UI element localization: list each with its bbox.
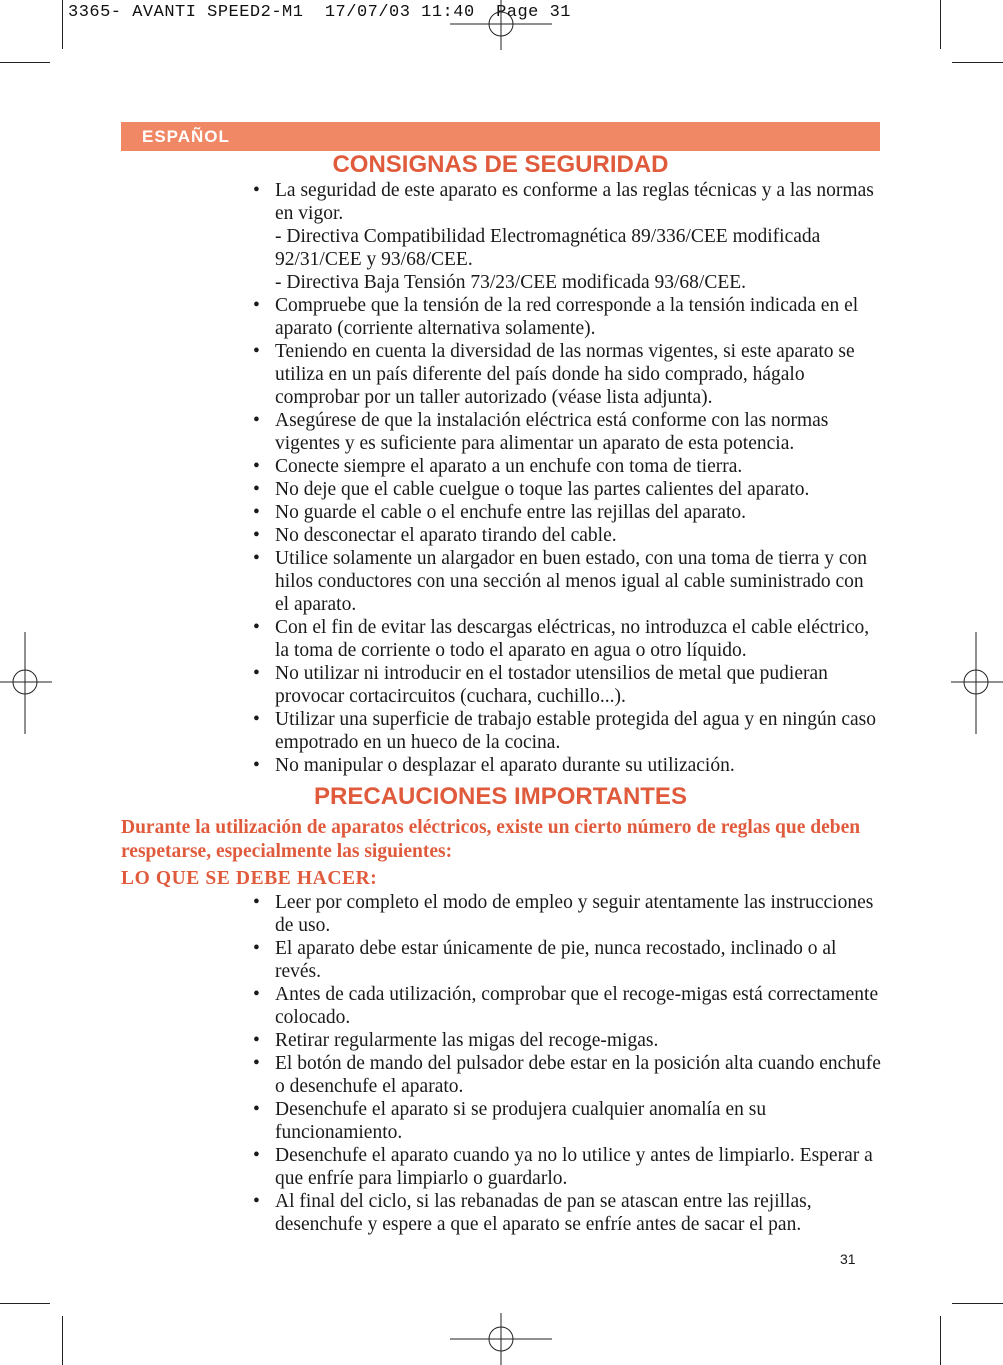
list-item: • No deje que el cable cuelgue o toque las partes calientes del aparato. (250, 478, 882, 501)
list-item: • El aparato debe estar únicamente de pie, nunca recostado, inclinado o al revés. (250, 937, 882, 983)
language-label: ESPAÑOL (142, 127, 230, 146)
directive-line: - Directiva Compatibilidad Electromagnética 89/336/CEE modificada 92/31/CEE y 93/68/CEE. (275, 226, 821, 270)
list-item: • Asegúrese de que la instalación eléctrica está conforme con las normas vigentes y es suficiente para alimentar un aparato de esta potencia. (250, 409, 882, 455)
crop-mark (940, 0, 941, 49)
crop-mark (952, 1303, 1003, 1304)
list-item: • Compruebe que la tensión de la red corresponde a la tensión indicada en el aparato (corriente alternativa solamente). (250, 294, 882, 340)
list-item: • Con el fin de evitar las descargas eléctricas, no introduzca el cable eléctrico, la toma de corriente o todo el aparato en agua o otro líquido. (250, 616, 882, 662)
list-item: • Al final del ciclo, si las rebanadas de pan se atascan entre las rejillas, desenchufe y espere a que el aparato se enfríe antes de sacar el pan. (250, 1190, 882, 1236)
crop-mark (0, 1303, 50, 1304)
list-item: • No guarde el cable o el enchufe entre las rejillas del aparato. (250, 501, 882, 524)
list-item: • Desenchufe el aparato si se produjera cualquier anomalía en su funcionamiento. (250, 1098, 882, 1144)
list-item: • La seguridad de este aparato es conforme a las reglas técnicas y a las normas en vigor. - Directiva Compatibilidad Electromagnética 89/336/CEE modificada 92/31/CEE y 93/68/CEE. - Directiva Baja Tensión 73/23/CEE modificada 93/68/CEE. (250, 179, 882, 294)
printer-slug: 3365- AVANTI SPEED2-M1 17/07/03 11:40 Page 31 (68, 3, 571, 22)
registration-mark-bottom (450, 1313, 552, 1365)
list-item: • Antes de cada utilización, comprobar que el recoge-migas está correctamente colocado. (250, 983, 882, 1029)
list-item: • No manipular o desplazar el aparato durante su utilización. (250, 754, 882, 777)
list-item: • Desenchufe el aparato cuando ya no lo utilice y antes de limpiarlo. Esperar a que enfríe para limpiarlo o guardarlo. (250, 1144, 882, 1190)
list-item: • Utilice solamente un alargador en buen estado, con una toma de tierra y con hilos conductores con una sección al menos igual al cable suministrado con el aparato. (250, 547, 882, 616)
list-item: • Conecte siempre el aparato a un enchufe con toma de tierra. (250, 455, 882, 478)
section-title-safety: CONSIGNAS DE SEGURIDAD (332, 151, 669, 178)
do-subheading: LO QUE SE DEBE HACER: (121, 868, 378, 889)
list-item: • Retirar regularmente las migas del recoge-migas. (250, 1029, 882, 1052)
section-title-precautions: PRECAUCIONES IMPORTANTES (314, 783, 687, 810)
registration-mark-left (0, 632, 52, 734)
language-band (121, 122, 880, 151)
precautions-list (250, 891, 882, 1236)
list-item: • No desconectar el aparato tirando del cable. (250, 524, 882, 547)
crop-mark (952, 62, 1003, 63)
registration-mark-top (450, 0, 552, 52)
list-item: • El botón de mando del pulsador debe estar en la posición alta cuando enchufe o desenchufe el aparato. (250, 1052, 882, 1098)
list-item: • No utilizar ni introducir en el tostador utensilios de metal que pudieran provocar cortacircuitos (cuchara, cuchillo...). (250, 662, 882, 708)
crop-mark (0, 62, 50, 63)
precautions-intro: Durante la utilización de aparatos eléctricos, existe un cierto número de reglas que deben respetarse, especialmente las siguientes: (121, 817, 861, 862)
crop-mark (62, 0, 63, 49)
list-item: • Leer por completo el modo de empleo y seguir atentamente las instrucciones de uso. (250, 891, 882, 937)
crop-mark (940, 1316, 941, 1365)
directive-line: - Directiva Baja Tensión 73/23/CEE modificada 93/68/CEE. (275, 272, 747, 293)
registration-mark-right (951, 632, 1003, 734)
list-item: • Teniendo en cuenta la diversidad de las normas vigentes, si este aparato se utiliza en un país diferente del país donde ha sido comprado, hágalo comprobar por un taller autorizado (véase lista adjunta). (250, 340, 882, 409)
list-item: • Utilizar una superficie de trabajo estable protegida del agua y en ningún caso empotrado en un hueco de la cocina. (250, 708, 882, 754)
crop-mark (62, 1316, 63, 1365)
page-number: 31 (840, 1251, 856, 1267)
safety-list (250, 179, 882, 777)
